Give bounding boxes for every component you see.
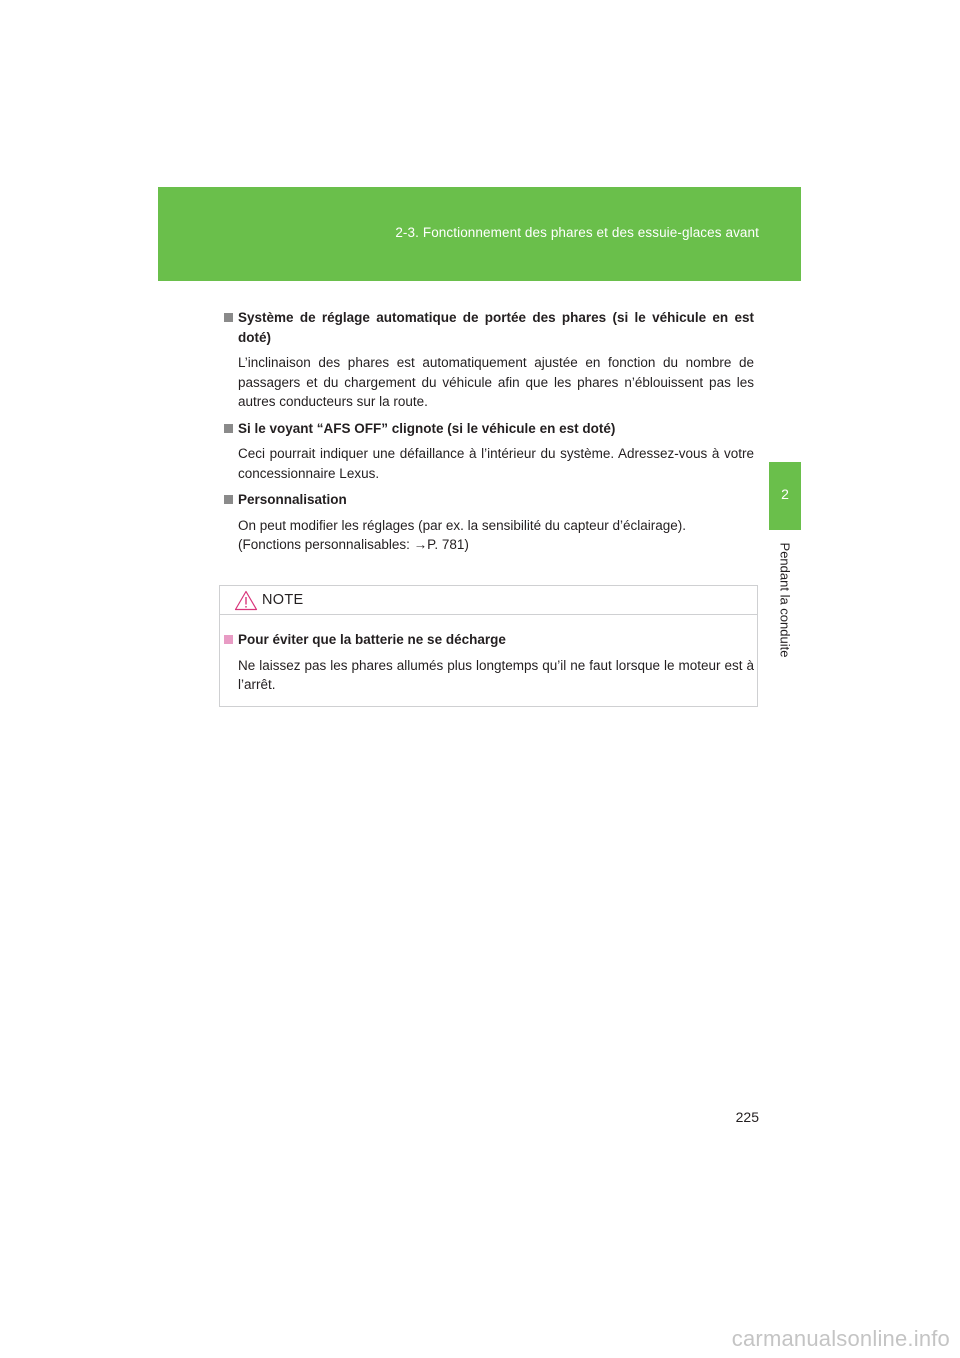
square-bullet-icon bbox=[224, 495, 233, 504]
square-bullet-icon bbox=[224, 635, 233, 644]
note-header bbox=[220, 586, 757, 615]
chapter-label: Pendant la conduite bbox=[777, 542, 793, 658]
note-label: NOTE bbox=[262, 592, 304, 608]
note-heading-text: Pour éviter que la batterie ne se décharge bbox=[238, 632, 506, 647]
warning-triangle-icon bbox=[234, 590, 258, 611]
note-heading bbox=[222, 630, 754, 650]
page-number: 225 bbox=[735, 1109, 759, 1125]
item-body bbox=[222, 353, 754, 412]
item-heading bbox=[222, 490, 754, 510]
square-bullet-icon bbox=[224, 424, 233, 433]
paragraph: L’inclinaison des phares est automatiquement ajustée en fonction du nombre de passagers et du chargement du véhicule afin que les phares n’éblouissent pas les autres conducteurs sur la route. bbox=[238, 355, 754, 409]
cross-reference: (Fonctions personnalisables: →P. 781) bbox=[238, 537, 469, 552]
paragraph: Ceci pourrait indiquer une défaillance à l’intérieur du système. Adressez-vous à votre concessionnaire Lexus. bbox=[238, 446, 754, 481]
item-body bbox=[222, 444, 754, 483]
watermark: carmanualsonline.info bbox=[731, 1326, 950, 1351]
chapter-number: 2 bbox=[781, 486, 789, 502]
chapter-header bbox=[158, 187, 801, 281]
item-heading-text: Personnalisation bbox=[238, 492, 347, 507]
item-body bbox=[222, 516, 754, 555]
item-heading-text: Système de réglage automatique de portée des phares (si le véhicule en est doté) bbox=[238, 310, 754, 345]
section-title: 2-3. Fonctionnement des phares et des essuie-glaces avant bbox=[395, 225, 759, 240]
info-item bbox=[222, 308, 754, 412]
info-item bbox=[222, 490, 754, 555]
note-content bbox=[222, 630, 754, 695]
item-heading bbox=[222, 419, 754, 439]
note-box bbox=[219, 585, 758, 707]
main-content bbox=[222, 308, 754, 562]
chapter-tab bbox=[769, 462, 801, 530]
item-heading-text: Si le voyant “AFS OFF” clignote (si le véhicule en est doté) bbox=[238, 420, 616, 436]
item-heading bbox=[222, 308, 754, 347]
paragraph: Ne laissez pas les phares allumés plus longtemps qu’il ne faut lorsque le moteur est à l’arrêt. bbox=[238, 657, 754, 692]
info-item bbox=[222, 419, 754, 484]
note-body bbox=[222, 656, 754, 695]
paragraph: On peut modifier les réglages (par ex. la sensibilité du capteur d’éclairage). bbox=[238, 517, 686, 533]
square-bullet-icon bbox=[224, 313, 233, 322]
